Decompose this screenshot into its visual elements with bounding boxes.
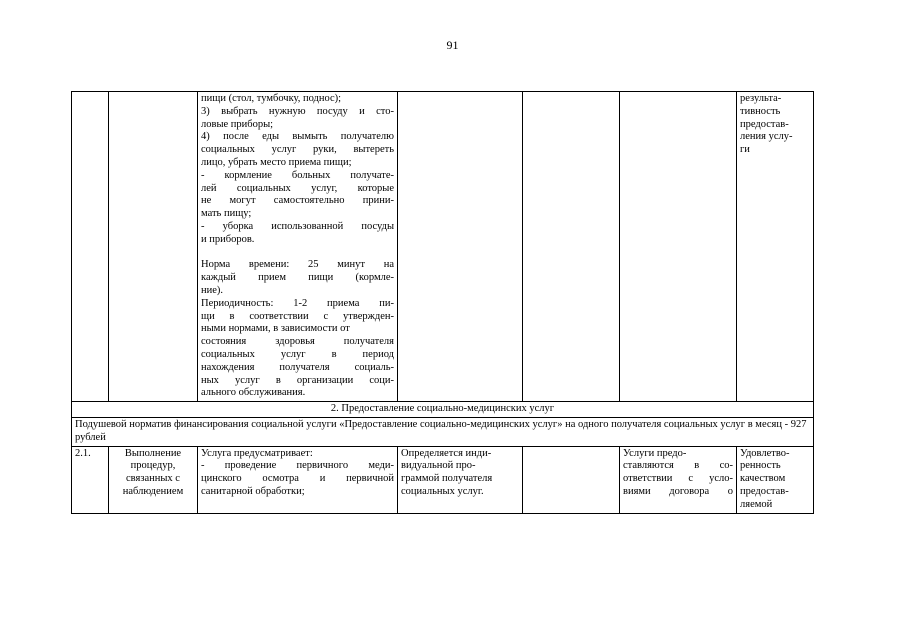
text-line: лицо, убрать место приема пищи; <box>201 156 352 168</box>
quality-cell <box>737 92 814 402</box>
text-line: связанных с <box>126 473 180 485</box>
quality-text <box>740 448 810 512</box>
text-line: - кормление больных получате- <box>201 169 394 181</box>
service-description-cell <box>198 446 398 513</box>
text-line: мать пищу; <box>201 208 252 220</box>
text-line: - уборка использованной посуды <box>201 220 394 232</box>
text-line: граммой получателя <box>401 473 493 485</box>
text-line: Выполнение <box>124 447 182 459</box>
text-line: виями договора о <box>623 485 733 497</box>
text-line: ответствии с усло- <box>623 473 733 485</box>
text-line: ными нормами, в зависимости от <box>201 323 350 335</box>
text-line: ловые приборы; <box>201 118 274 130</box>
quality-text <box>740 93 810 157</box>
text-line: предостав- <box>740 485 789 497</box>
volume-cell <box>398 92 523 402</box>
text-line: не могут самостоятельно прини- <box>201 195 394 207</box>
conditions-cell <box>620 446 737 513</box>
text-line: Определяется инди- <box>401 447 492 459</box>
volume-cell <box>398 446 523 513</box>
text-line: Услуга предусматривает: <box>201 447 313 459</box>
text-line: наблюдением <box>122 485 184 497</box>
conditions-text <box>623 448 733 499</box>
page-number: 91 <box>446 38 459 52</box>
conditions-cell <box>620 92 737 402</box>
table-row <box>72 92 814 402</box>
text-line: ления услу- <box>740 131 793 143</box>
section-title: 2. Предоставление социально-медицинских услуг <box>72 402 814 418</box>
text-line: качеством <box>740 473 786 485</box>
text-line: социальных услуг в период <box>201 348 394 360</box>
text-line: ставляются в со- <box>623 460 733 472</box>
deadline-cell <box>523 92 620 402</box>
text-line: ренность <box>740 460 781 472</box>
text-line: Услуги предо- <box>623 447 687 459</box>
text-line <box>201 247 394 260</box>
text-line: Удовлетво- <box>740 447 790 459</box>
text-line: состояния здоровья получателя <box>201 336 394 348</box>
text-line: цинского осмотра и первичной <box>201 473 394 485</box>
text-line: результа- <box>740 93 782 104</box>
text-line: каждый прием пищи (кормле- <box>201 272 394 284</box>
text-line: тивность <box>740 105 781 117</box>
text-line: ги <box>740 144 750 156</box>
text-line: предостав- <box>740 118 789 130</box>
social-services-table <box>71 91 814 514</box>
text-line: ляемой <box>740 498 773 510</box>
text-line: ных услуг в организации соци- <box>201 374 394 386</box>
text-line: социальных услуг руки, вытереть <box>201 144 394 156</box>
text-line: щи в соответствии с утвержден- <box>201 310 394 322</box>
service-name-text <box>112 448 194 499</box>
text-line: ального обслуживания. <box>201 387 306 399</box>
quality-cell <box>737 446 814 513</box>
description-text <box>201 93 394 400</box>
text-line: ние). <box>201 284 224 296</box>
service-name-cell <box>109 92 198 402</box>
financing-norm-text: Подушевой норматив финансирования социальной услуги «Предоставление социально-медицинских услуг» на одного получателя социальных услуг в месяц - 927 рублей <box>72 417 814 446</box>
text-line: 4) после еды вымыть получателю <box>201 131 394 143</box>
text-line: социальных услуг. <box>401 485 484 497</box>
text-line: Периодичность: 1-2 приема пи- <box>201 297 394 309</box>
service-description-cell <box>198 92 398 402</box>
financing-norm-row <box>72 417 814 446</box>
text-line: санитарной обработки; <box>201 485 305 497</box>
text-line: лей социальных услуг, которые <box>201 182 394 194</box>
row-number-cell: 2.1. <box>72 446 109 513</box>
text-line: пищи (стол, тумбочку, поднос); <box>201 93 342 104</box>
service-name-cell <box>109 446 198 513</box>
text-line: процедур, <box>130 460 176 472</box>
text-line: и приборов. <box>201 233 255 245</box>
text-line: Норма времени: 25 минут на <box>201 259 394 271</box>
description-text <box>201 448 394 499</box>
volume-text <box>401 448 519 499</box>
text-line: - проведение первичного меди- <box>201 460 394 472</box>
text-line: 3) выбрать нужную посуду и сто- <box>201 105 394 117</box>
deadline-cell <box>523 446 620 513</box>
section-header-row <box>72 402 814 418</box>
text-line: нахождения получателя социаль- <box>201 361 394 373</box>
text-line: видуальной про- <box>401 460 476 472</box>
table-row <box>72 446 814 513</box>
row-number-cell <box>72 92 109 402</box>
